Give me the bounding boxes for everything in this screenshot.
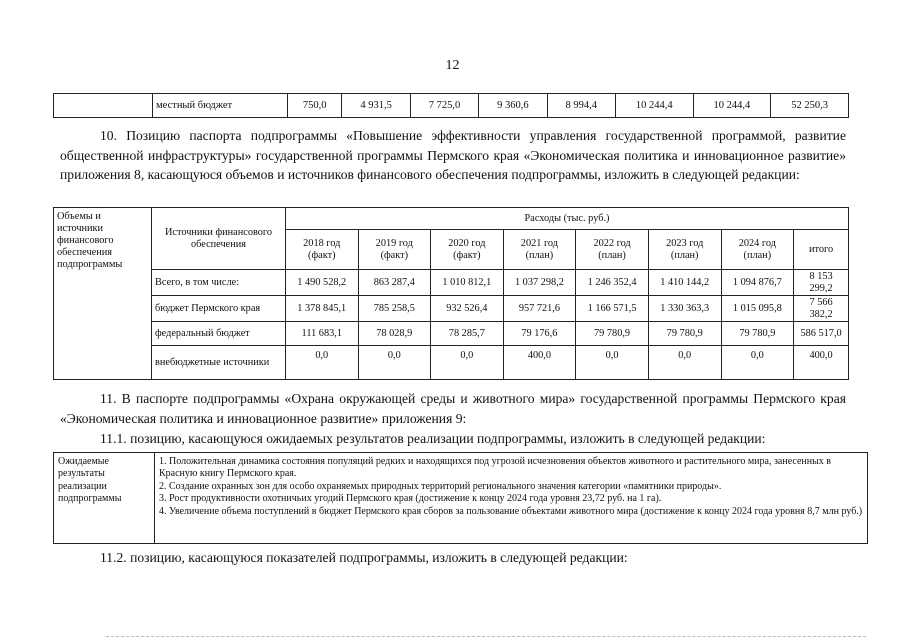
year-header: 2023 год (план)	[648, 230, 721, 270]
value-cell: 0,0	[431, 346, 504, 380]
value-cell: 79 780,9	[648, 322, 721, 346]
list-item: 2. Создание охранных зон для особо охраняемых природных территорий регионального значения категории «памятники природы».	[159, 480, 722, 492]
paragraph-11-1: 11.1. позицию, касающуюся ожидаемых результатов реализации подпрограммы, изложить в следующей редакции:	[100, 431, 766, 446]
value-cell: 79 780,9	[576, 322, 649, 346]
value-cell: 79 780,9	[721, 322, 794, 346]
value-cell: 52 250,3	[771, 94, 849, 118]
value-cell: 400,0	[794, 346, 849, 380]
value-cell: 400,0	[503, 346, 576, 380]
value-cell: 9 360,6	[479, 94, 547, 118]
page-number: 12	[445, 58, 460, 73]
finance-table	[53, 207, 849, 380]
year-header: 2020 год (факт)	[431, 230, 504, 270]
value-cell: 586 517,0	[794, 322, 849, 346]
year-header: 2022 год (план)	[576, 230, 649, 270]
value-cell: 8 994,4	[547, 94, 615, 118]
value-cell: 8 153 299,2	[794, 270, 849, 296]
value-cell: 1 094 876,7	[721, 270, 794, 296]
list-item: 1. Положительная динамика состояния популяций редких и находящихся под угрозой исчезновения объектов животного и растительного мира, занесенных в Красную книгу Пермского края.	[159, 456, 832, 480]
value-cell: 957 721,6	[503, 296, 576, 322]
table-row	[54, 322, 849, 346]
value-cell: 1 490 528,2	[286, 270, 359, 296]
list-item: 3. Рост продуктивности охотничьих угодий Пермского края (достижение к концу 2024 года уровня 23,72 руб. на 1 га).	[159, 493, 662, 505]
value-cell: 0,0	[358, 346, 431, 380]
value-cell: 1 410 144,2	[648, 270, 721, 296]
table-row	[54, 270, 849, 296]
left-header: Объемы и источники финансового обеспечения подпрограммы	[54, 208, 152, 380]
empty-cell	[54, 94, 153, 118]
value-cell: 785 258,5	[358, 296, 431, 322]
table-row	[54, 453, 868, 544]
paragraph-10: 10. Позицию паспорта подпрограммы «Повышение эффективности управления государственной программой, развитие общественной инфраструктуры» государственной программы Пермского края «Экономическая политика и инновационное развитие» приложения 8, касающуюся объемов и источников финансового обеспечения подпрограммы, изложить в следующей редакции:	[60, 128, 846, 182]
value-cell: 1 246 352,4	[576, 270, 649, 296]
list-item: 4. Увеличение объема поступлений в бюджет Пермского края сборов за пользование объектами животного мира (достижение к концу 2024 года уровня 8,7 млн руб.)	[159, 505, 863, 517]
value-cell: 7 725,0	[410, 94, 478, 118]
row-label: бюджет Пермского края	[152, 296, 286, 322]
value-cell: 0,0	[648, 346, 721, 380]
value-cell: 4 931,5	[342, 94, 410, 118]
value-cell: 1 010 812,1	[431, 270, 504, 296]
paragraph-11-2: 11.2. позицию, касающуюся показателей подпрограммы, изложить в следующей редакции:	[100, 550, 628, 565]
value-cell: 0,0	[286, 346, 359, 380]
divider	[106, 636, 866, 637]
expenses-header: Расходы (тыс. руб.)	[286, 208, 849, 230]
value-cell: 863 287,4	[358, 270, 431, 296]
sources-header: Источники финансового обеспечения	[152, 208, 286, 270]
results-table	[53, 452, 868, 544]
value-cell: 111 683,1	[286, 322, 359, 346]
value-cell: 1 037 298,2	[503, 270, 576, 296]
year-header: 2024 год (план)	[721, 230, 794, 270]
value-cell: 932 526,4	[431, 296, 504, 322]
table-row	[54, 296, 849, 322]
value-cell: 1 378 845,1	[286, 296, 359, 322]
value-cell: 7 566 382,2	[794, 296, 849, 322]
results-label: Ожидаемые результаты реализации подпрограммы	[54, 453, 155, 544]
year-header: итого	[794, 230, 849, 270]
row-label: местный бюджет	[153, 94, 288, 118]
year-header: 2018 год (факт)	[286, 230, 359, 270]
row-label: внебюджетные источники	[152, 346, 286, 380]
paragraph-11: 11. В паспорте подпрограммы «Охрана окружающей среды и животного мира» государственной программы Пермского края «Экономическая политика и инновационное развитие» приложения 9:	[60, 391, 846, 426]
value-cell: 78 028,9	[358, 322, 431, 346]
table-row	[54, 94, 849, 118]
continuation-table	[53, 93, 849, 118]
results-list	[155, 453, 868, 544]
table-row	[54, 346, 849, 380]
row-label: Всего, в том числе:	[152, 270, 286, 296]
year-header: 2021 год (план)	[503, 230, 576, 270]
value-cell: 10 244,4	[615, 94, 693, 118]
value-cell: 10 244,4	[693, 94, 771, 118]
value-cell: 1 330 363,3	[648, 296, 721, 322]
value-cell: 79 176,6	[503, 322, 576, 346]
value-cell: 0,0	[721, 346, 794, 380]
value-cell: 0,0	[576, 346, 649, 380]
value-cell: 1 166 571,5	[576, 296, 649, 322]
value-cell: 78 285,7	[431, 322, 504, 346]
row-label: федеральный бюджет	[152, 322, 286, 346]
value-cell: 750,0	[288, 94, 342, 118]
year-header: 2019 год (факт)	[358, 230, 431, 270]
value-cell: 1 015 095,8	[721, 296, 794, 322]
